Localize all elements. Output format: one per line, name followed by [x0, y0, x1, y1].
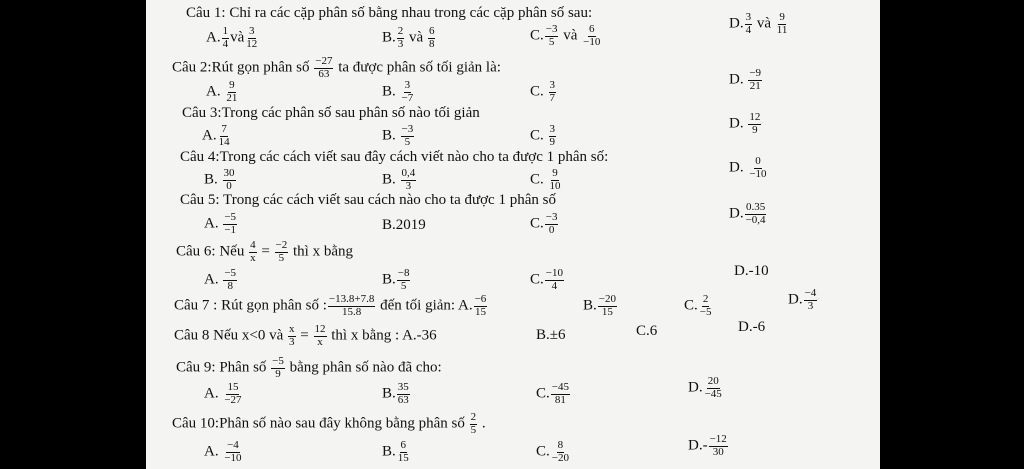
q6-option-d: D.-10 — [734, 263, 769, 279]
question-6: Câu 6: Nếu $\frac{4}{x}$ = $\frac{-2}{5}$ thì x bằng — [176, 239, 354, 264]
q9-option-d: D. $\frac{20}{-45}$ — [688, 375, 722, 400]
question-7: Câu 7 : Rút gọn phân số : $\frac{-13.8+7.8}{15.8}$ đến tối giản: A. $\frac{-6}{15}$ — [174, 293, 487, 318]
q7-option-b: B. $\frac{-20}{15}$ — [583, 293, 616, 318]
q10-option-a: A. $\frac{-4}{-10}$ — [204, 439, 242, 464]
q3-option-a: A. $\frac{7}{14}$ — [202, 123, 230, 148]
q4-option-d: D. $\frac{0}{-10}$ — [729, 155, 767, 180]
q8-option-b: B.±6 — [536, 327, 566, 343]
q5-option-a: A. $\frac{-5}{-1}$ — [204, 211, 237, 236]
q1-option-d: D. $\frac{3}{4}$ và $\frac{9}{11}$ — [729, 11, 788, 36]
q2-option-a: A. $\frac{9}{21}$ — [206, 79, 238, 104]
q2-option-d: D. $\frac{-9}{21}$ — [729, 67, 762, 92]
q4-option-c: C. $\frac{9}{10}$ — [530, 167, 561, 192]
q7-option-c: C. $\frac{2}{-5}$ — [684, 293, 712, 318]
q9-option-c: C. $\frac{-45}{81}$ — [536, 381, 569, 406]
q10-option-b: B. $\frac{6}{15}$ — [382, 439, 409, 464]
question-1: Câu 1: Chỉ ra các cặp phân số bằng nhau trong các cặp phân số sau: — [186, 5, 593, 21]
q1-option-c: C. $\frac{-3}{5}$ và $\frac{6}{-10}$ — [530, 23, 601, 48]
q7-option-d: D. $\frac{-4}{3}$ — [788, 287, 817, 312]
q3-option-d: D. $\frac{12}{9}$ — [729, 111, 761, 136]
q2-option-c: C. $\frac{3}{7}$ — [530, 79, 556, 104]
q4-option-a: B. $\frac{30}{0}$ — [204, 167, 235, 192]
q6-option-b: B. $\frac{-8}{5}$ — [382, 267, 410, 292]
q2-option-b: B. $\frac{3}{-7}$ — [382, 79, 414, 104]
question-9: Câu 9: Phân số $\frac{-5}{9}$ bằng phân số nào đã cho: — [176, 355, 442, 380]
q1-option-a: A. $\frac{1}{4}$ và $\frac{3}{12}$ — [206, 25, 258, 50]
exam-paper — [146, 0, 880, 469]
q5-option-d: D. $\frac{0.35}{-0,4}$ — [729, 201, 766, 226]
question-3: Câu 3:Trong các phân số sau phân số nào tối giản — [182, 105, 480, 121]
question-8: Câu 8 Nếu x<0 và $\frac{x}{3}$ = $\frac{12}{x}$ thì x bằng : A.-36 — [174, 323, 437, 348]
q5-option-c: C. $\frac{-3}{0}$ — [530, 211, 558, 236]
q10-option-c: C. $\frac{8}{-20}$ — [536, 439, 569, 464]
q10-option-d: D.- $\frac{-12}{30}$ — [688, 433, 727, 458]
question-4: Câu 4:Trong các cách viết sau đây cách viết nào cho ta được 1 phân số: — [180, 149, 609, 165]
q6-option-c: C. $\frac{-10}{4}$ — [530, 267, 563, 292]
q9-option-a: A. $\frac{15}{-27}$ — [204, 381, 242, 406]
q8-option-c: C.6 — [636, 323, 658, 339]
q4-option-b: B. $\frac{0,4}{3}$ — [382, 167, 416, 192]
q9-option-b: B. $\frac{35}{63}$ — [382, 381, 409, 406]
q3-option-b: B. $\frac{-3}{5}$ — [382, 123, 414, 148]
q7-option-a: $\frac{-6}{15}$ — [474, 293, 487, 318]
q3-option-c: C. $\frac{3}{9}$ — [530, 123, 556, 148]
q5-option-b: B.2019 — [382, 217, 426, 233]
question-5: Câu 5: Trong các cách viết sau cách nào cho ta được 1 phân số — [180, 192, 556, 208]
q1-option-b: B. $\frac{2}{3}$ và $\frac{6}{8}$ — [382, 25, 435, 50]
q6-option-a: A. $\frac{-5}{8}$ — [204, 267, 237, 292]
q8-option-d: D.-6 — [738, 319, 766, 335]
question-2: Câu 2:Rút gọn phân số $\frac{-27}{63}$ ta được phân số tối giản là: — [172, 55, 501, 80]
question-10: Câu 10:Phân số nào sau đây không bằng phân số $\frac{2}{5}$ . — [172, 411, 486, 436]
